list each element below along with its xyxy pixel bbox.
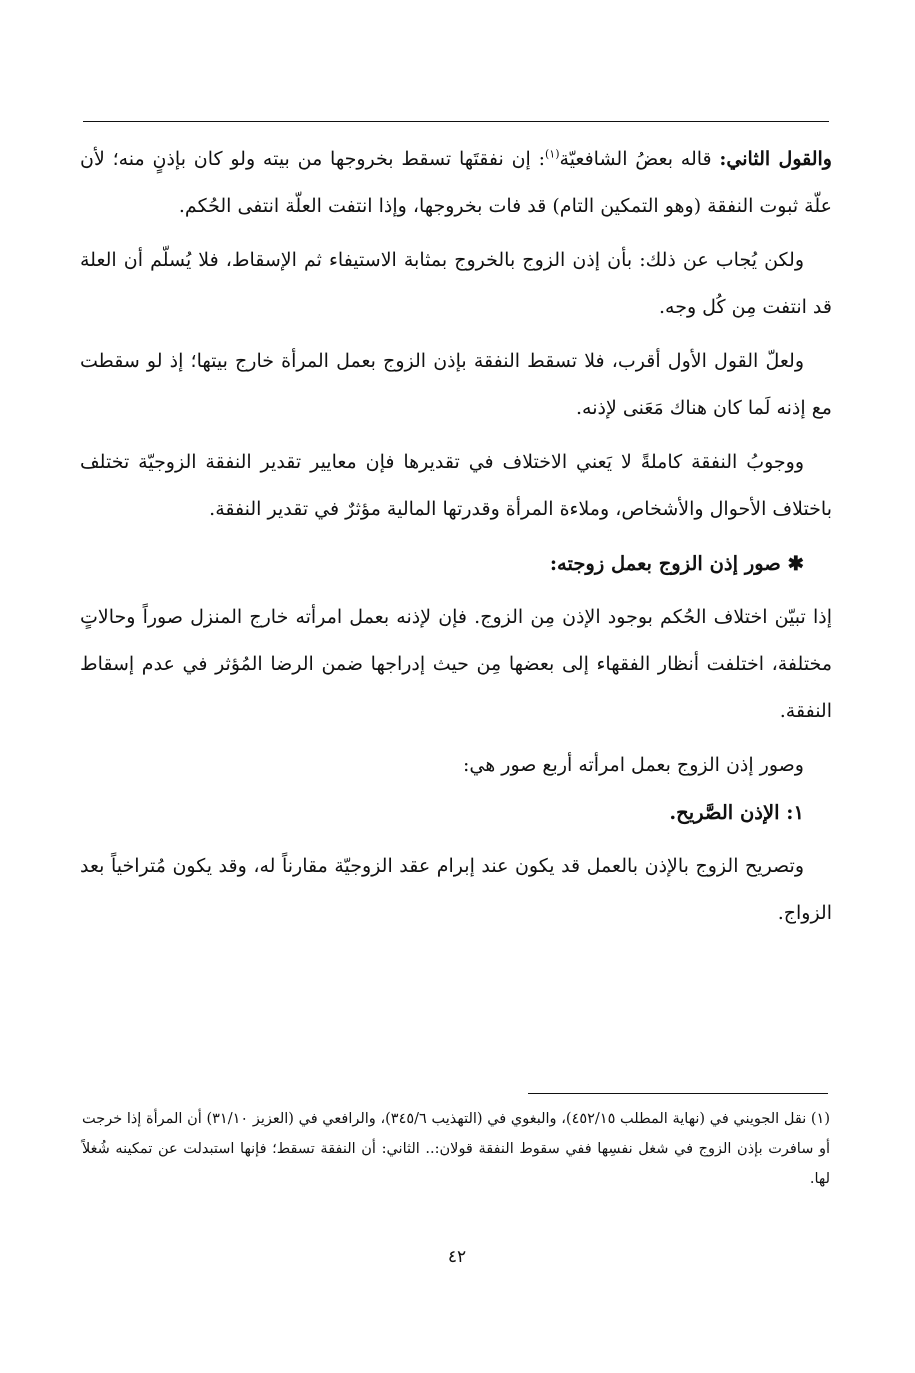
page-number: ٤٢ xyxy=(447,1247,467,1267)
paragraph-text: : إن نفقتَها تسقط بخروجها من بيته ولو كان بإذنٍ منه؛ لأن علّة ثبوت النفقة (وهو التمكين التام) قد فات بخروجها، وإذا انتفت العلّة انتفى الحُكم. xyxy=(80,148,832,217)
paragraph-full-maintenance: ووجوبُ النفقة كاملةً لا يَعني الاختلاف في تقديرها فإن معايير تقدير النفقة الزوجيّة تختلف باختلاف الأحوال والأشخاص، وملاءة المرأة وقدرتها المالية مؤثرٌ في تقدير النفقة. xyxy=(80,451,832,520)
paragraph-second-opinion xyxy=(80,136,832,230)
second-opinion-label: والقول الثاني: xyxy=(719,148,832,170)
paragraph-four-forms: وصور إذن الزوج بعمل امرأته أربع صور هي: xyxy=(462,754,804,776)
header-rule xyxy=(83,121,829,122)
paragraph-text: قاله بعضُ الشافعيّة xyxy=(559,148,720,170)
footnote-1: (١) نقل الجويني في (نهاية المطلب ٤٥٢/١٥)، والبغوي في (التهذيب ٣٤٥/٦)، والرافعي في (العزيز ٣١/١٠) أن المرأة إذا خرجت أو سافرت بإذن الزوج في شغل نفسِها ففي سقوط النفقة قولان:.. الثاني: أن النفقة تسقط؛ فإنها استبدلت عن تمكينه شُغلاً لها. xyxy=(82,1111,831,1187)
main-text xyxy=(80,136,832,937)
subsection-heading: ١: الإذن الصَّريح. xyxy=(669,801,804,824)
footnote-rule xyxy=(528,1093,828,1094)
paragraph-preference: ولعلّ القول الأول أقرب، فلا تسقط النفقة بإذن الزوج بعمل المرأة خارج بيتها؛ إذ لو سقطت مع إذنه لَما كان هناك مَعَنى لإذنه. xyxy=(80,350,832,419)
paragraph-forms-intro: إذا تبيّن اختلاف الحُكم بوجود الإذن مِن الزوج. فإن لإذنه بعمل امرأته خارج المنزل صوراً وحالاتٍ مختلفة، اختلفت أنظار الفقهاء إلى بعضها مِن حيث إدراجها ضمن الرضا المُؤثر في عدم إسقاط النفقة. xyxy=(80,606,832,722)
footnote-ref[interactable]: (١) xyxy=(545,147,560,161)
footnotes xyxy=(82,1104,830,1194)
section-heading: ✱ صور إذن الزوج بعمل زوجته: xyxy=(549,552,804,575)
paragraph-response: ولكن يُجاب عن ذلك: بأن إذن الزوج بالخروج بمثابة الاستيفاء ثم الإسقاط، فلا يُسلّم أن العلة قد انتفت مِن كُل وجه. xyxy=(80,249,832,318)
paragraph-explicit-permission: وتصريح الزوج بالإذن بالعمل قد يكون عند إبرام عقد الزوجيّة مقارناً له، وقد يكون مُتراخياً بعد الزواج. xyxy=(80,855,832,924)
